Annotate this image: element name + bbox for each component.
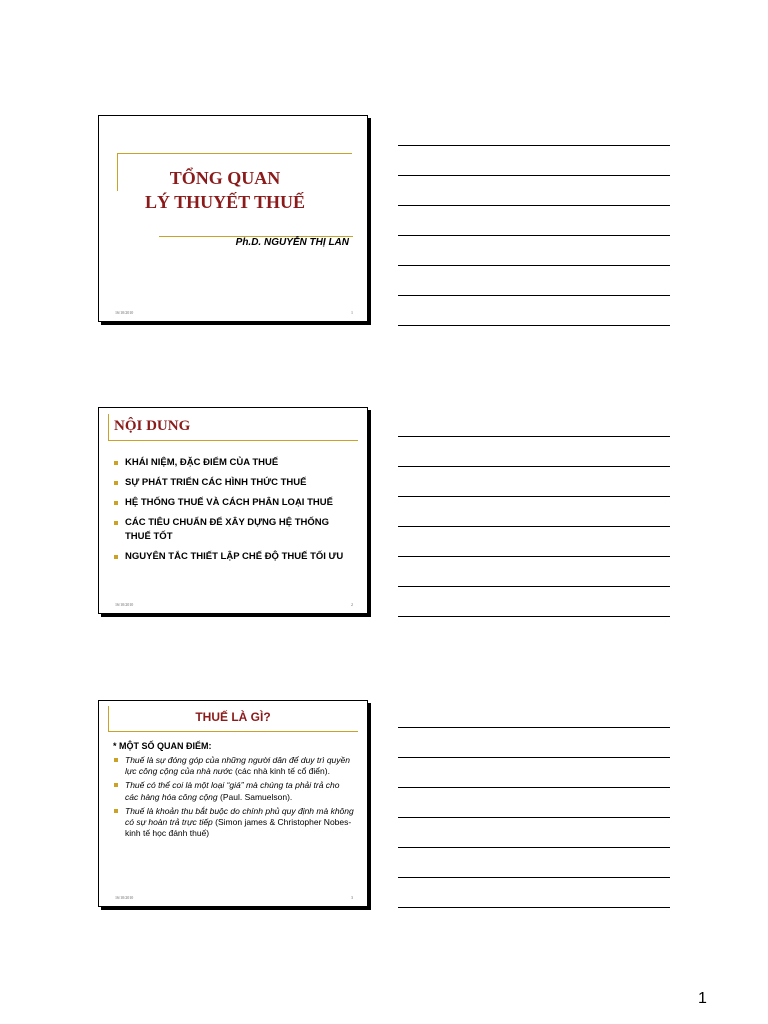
slide-3-heading: THUẾ LÀ GÌ? [195,710,271,724]
slide-3-subheading: * MỘT SỐ QUAN ĐIỂM: [113,741,212,751]
slide-1-title [99,166,367,214]
note-line [398,205,670,206]
note-line [398,175,670,176]
note-line [398,727,670,728]
list-item [113,496,357,510]
list-item-text: CÁC TIÊU CHUẨN ĐỂ XÂY DỰNG HỆ THỐNG THUẾ TỐT [125,517,330,542]
definition-text: Thuế là sự đóng góp của những người dân để duy trì quyền lực công cộng của nhà nước [125,755,350,777]
note-line [398,757,670,758]
list-item [113,780,355,802]
note-line [398,466,670,467]
slide-1-title-line-1: TỔNG QUAN [169,168,281,188]
note-line [398,877,670,878]
bullet-icon [114,555,118,559]
list-item-text: NGUYÊN TẮC THIẾT LẬP CHẾ ĐỘ THUẾ TỐI ƯU [125,551,344,562]
note-line [398,817,670,818]
list-item [113,550,357,564]
slide-2-heading: NỘI DUNG [114,418,191,434]
slide-2-left-rule [108,414,109,440]
note-line [398,496,670,497]
list-item [113,516,357,544]
note-line [398,235,670,236]
list-item [113,806,355,840]
slide-3-bullet-list [113,755,355,842]
bullet-icon [114,809,118,813]
list-item-text: SỰ PHÁT TRIỂN CÁC HÌNH THỨC THUẾ [125,477,307,488]
bullet-icon [114,481,118,485]
note-line [398,436,670,437]
note-line [398,145,670,146]
list-item [113,755,355,777]
slide-2-footer-date: 16/10/2010 [115,602,134,607]
slide-1-footer-date: 16/10/2010 [115,310,134,315]
slide-2-top-rule [108,440,358,441]
bullet-icon [114,758,118,762]
note-line [398,265,670,266]
slide-1 [98,115,368,322]
slide-3-footer-number: 3 [351,895,353,900]
page-number: 1 [698,990,707,1007]
definition-source: (Paul. Samuelson). [217,791,293,802]
definition-text: Thuế có thể coi là một loại “giá” mà chúng ta phải trả cho các hàng hóa công cộng [125,780,340,802]
slide-1-title-line-2: LÝ THUYẾT THUẾ [144,192,306,212]
slide-2 [98,407,368,614]
slide-1-author: Ph.D. NGUYỄN THỊ LAN [235,237,349,248]
definition-text: Thuế là khoản thu bắt buộc do chính phủ quy định mà không có sự hoàn trả trực tiếp [125,805,354,828]
bullet-icon [114,783,118,787]
bullet-icon [114,521,118,525]
definition-source: (Simon james & Christopher Nobes- kinh tế học đánh thuế) [125,817,352,839]
list-item [113,456,357,470]
bullet-icon [114,461,118,465]
slide-1-footer-number: 1 [351,310,353,315]
note-line [398,295,670,296]
slide-2-bullet-list [113,456,357,570]
note-line [398,526,670,527]
note-line [398,325,670,326]
slide-1-top-rule [117,153,352,154]
slide-3-top-rule [108,731,358,732]
list-item-text: KHÁI NIỆM, ĐẶC ĐIỂM CỦA THUẾ [125,457,279,468]
note-line [398,907,670,908]
note-line [398,616,670,617]
slide-3-footer-date: 16/10/2010 [115,895,134,900]
bullet-icon [114,501,118,505]
slide-2-footer-number: 2 [351,602,353,607]
note-line [398,586,670,587]
note-line [398,847,670,848]
list-item [113,476,357,490]
slide-3 [98,700,368,907]
note-line [398,787,670,788]
note-line [398,556,670,557]
definition-source: (các nhà kinh tế cổ điển). [232,766,330,777]
list-item-text: HỆ THỐNG THUẾ VÀ CÁCH PHÂN LOẠI THUẾ [125,497,333,508]
